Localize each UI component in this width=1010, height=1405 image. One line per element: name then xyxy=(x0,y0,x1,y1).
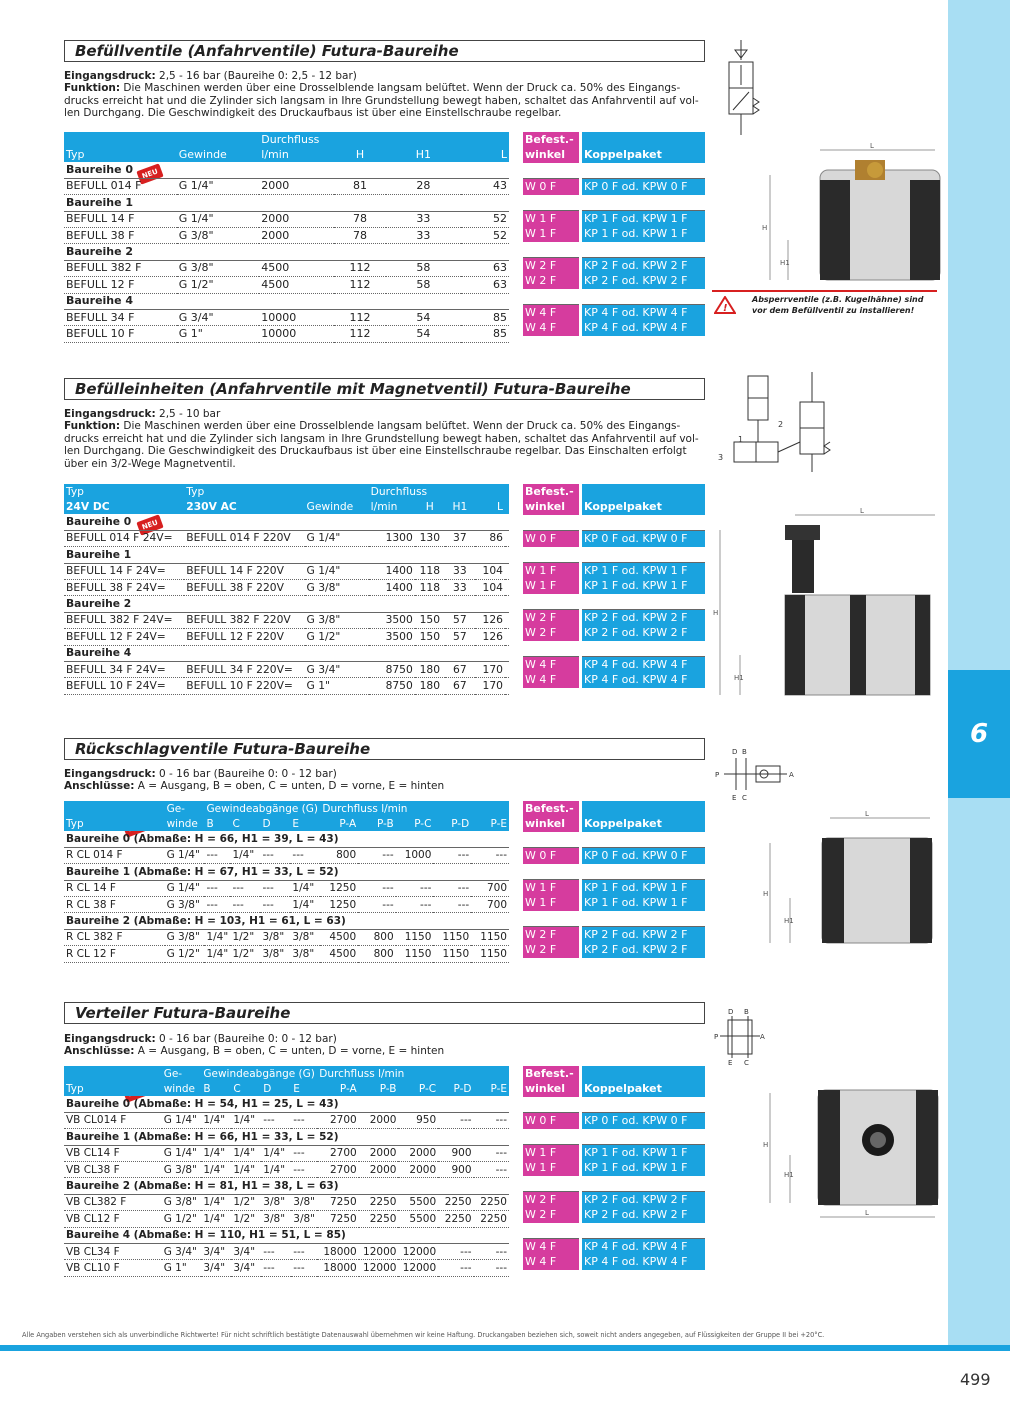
table-row: BEFULL 14 F 24V= BEFULL 14 F 220V G 1/4" 1400 118 33 104 xyxy=(64,563,509,579)
group-label: Baureihe 0 xyxy=(64,514,509,530)
table-row: VB CL382 F G 3/8" 1/4" 1/2" 3/8" 3/8" 7250 2250 5500 2250 2250 xyxy=(64,1194,509,1210)
table-row: BEFULL 34 F 24V= BEFULL 34 F 220V= G 3/4" 8750 180 67 170 xyxy=(64,661,509,677)
table-row: BEFULL 10 F G 1" 10000 112 54 85 xyxy=(64,326,509,342)
table-row: BEFULL 014 F 24V= BEFULL 014 F 220V G 1/4" 1300 130 37 86 xyxy=(64,530,509,546)
table-row: BEFULL 12 F 24V= BEFULL 12 F 220V G 1/2" 3500 150 57 126 xyxy=(64,629,509,645)
table-header: Typ Gewinde l/min H H1 L xyxy=(66,147,507,161)
footnote: Alle Angaben verstehen sich als unverbindliche Richtwerte! Für nicht schriftlich bestätigte Datenauswahl übernehmen wir keine Haftung. Druckangaben beziehen sich, soweit nicht anders angegeben, auf Flüssigkeiten der Gruppe II bei +20°C. xyxy=(22,1331,825,1339)
svg-text:D: D xyxy=(728,1008,734,1016)
group-label: Baureihe 0 xyxy=(64,162,509,178)
svg-text:A: A xyxy=(789,771,794,779)
section-title-befuellventile: Befüllventile (Anfahrventile) Futura-Baureihe xyxy=(64,40,705,62)
group-label: Baureihe 2 xyxy=(64,244,509,260)
valve-symbol-icon xyxy=(712,372,852,472)
svg-text:E: E xyxy=(728,1059,733,1067)
svg-text:B: B xyxy=(742,748,747,756)
page-number: 499 xyxy=(960,1370,991,1389)
svg-text:L: L xyxy=(865,1209,869,1217)
svg-text:A: A xyxy=(760,1033,765,1041)
table-row: VB CL12 F G 1/2" 1/4" 1/2" 3/8" 3/8" 7250 2250 5500 2250 2250 xyxy=(64,1211,509,1227)
table-row: BEFULL 38 F 24V= BEFULL 38 F 220V G 3/8" 1400 118 33 104 xyxy=(64,579,509,595)
product-photo-verteiler xyxy=(760,1085,945,1225)
product-photo-befuelleinheit xyxy=(710,505,945,700)
svg-text:!: ! xyxy=(723,303,728,314)
table-rueckschlagventile xyxy=(64,801,509,963)
table-row: BEFULL 014 F G 1/4" 2000 81 28 43 xyxy=(64,178,509,194)
svg-text:C: C xyxy=(744,1059,749,1067)
svg-text:D: D xyxy=(732,748,738,756)
table-row: R CL 014 F G 1/4" --- 1/4" --- --- 800 --- 1000 --- --- xyxy=(64,847,509,863)
table-row: BEFULL 34 F G 3/4" 10000 112 54 85 xyxy=(64,309,509,325)
table-header: Ge- Gewindeabgänge (G) Durchfluss l/min xyxy=(64,801,509,816)
valve-symbol-icon xyxy=(715,40,785,135)
table-verteiler xyxy=(64,1066,509,1277)
section-title-rueckschlagventile: Rückschlagventile Futura-Baureihe xyxy=(64,738,705,760)
table-befuelleinheiten xyxy=(64,484,509,695)
table-row: R CL 12 F G 1/2" 1/4" 1/2" 3/8" 3/8" 4500 800 1150 1150 1150 xyxy=(64,946,509,962)
table-row: BEFULL 10 F 24V= BEFULL 10 F 220V= G 1" 8750 180 67 170 xyxy=(64,678,509,694)
group-label: Baureihe 2 xyxy=(64,596,509,612)
table-row: BEFULL 12 F G 1/2" 4500 112 58 63 xyxy=(64,277,509,293)
svg-text:L: L xyxy=(860,507,864,515)
svg-text:H: H xyxy=(763,890,769,898)
svg-text:1: 1 xyxy=(738,435,744,444)
table-row: BEFULL 382 F G 3/8" 4500 112 58 63 xyxy=(64,260,509,276)
svg-text:H: H xyxy=(713,609,719,617)
group-label: Baureihe 2 (Abmaße: H = 81, H1 = 38, L = 63) xyxy=(64,1178,509,1194)
table-row: BEFULL 14 F G 1/4" 2000 78 33 52 xyxy=(64,211,509,227)
table-befuelleinheiten-accessories: Befest.- winkel Koppelpaket W 0 F KP 0 F od. KPW 0 F W 1 F KP 1 F od. KPW 1 F W 1 F KP 1 F od. KPW 1 F W 2 F KP 2 F od. KPW 2 F W 2 F KP 2 F od. KPW 2 F W 4 F KP 4 F od. KPW 4 F W 4 F KP 4 F od. KPW 4 F xyxy=(523,484,705,688)
bottom-bar xyxy=(0,1345,1010,1351)
new-badge: NEU xyxy=(136,514,163,535)
svg-text:H1: H1 xyxy=(784,1171,794,1179)
svg-text:2: 2 xyxy=(778,420,784,429)
svg-text:E: E xyxy=(732,794,737,802)
svg-text:H1: H1 xyxy=(734,674,744,682)
table-verteiler-accessories: Befest.- winkel Koppelpaket W 0 F KP 0 F od. KPW 0 F W 1 F KP 1 F od. KPW 1 F W 1 F KP 1 F od. KPW 1 F W 2 F KP 2 F od. KPW 2 F W 2 F KP 2 F od. KPW 2 F W 4 F KP 4 F od. KPW 4 F W 4 F KP 4 F od. KPW 4 F xyxy=(523,1066,705,1270)
group-label: Baureihe 1 xyxy=(64,547,509,563)
product-photo-befuellventil xyxy=(760,140,945,290)
table-row: R CL 382 F G 3/8" 1/4" 1/2" 3/8" 3/8" 4500 800 1150 1150 1150 xyxy=(64,929,509,945)
table-row: VB CL014 F G 1/4" 1/4" 1/4" --- --- 2700 2000 950 --- --- xyxy=(64,1112,509,1128)
table-row: VB CL38 F G 3/8" 1/4" 1/4" 1/4" --- 2700 2000 2000 900 --- xyxy=(64,1161,509,1177)
table-row: BEFULL 382 F 24V= BEFULL 382 F 220V G 3/8" 3500 150 57 126 xyxy=(64,612,509,628)
group-label: Baureihe 0 (Abmaße: H = 66, H1 = 39, L = 43) xyxy=(64,831,509,847)
table-befuellventile-accessories: Befest.- winkel Koppelpaket W 0 F KP 0 F od. KPW 0 F W 1 F KP 1 F od. KPW 1 F W 1 F KP 1 F od. KPW 1 F W 2 F KP 2 F od. KPW 2 F W 2 F KP 2 F od. KPW 2 F W 4 F KP 4 F od. KPW 4 F W 4 F KP 4 F od. KPW 4 F xyxy=(523,132,705,336)
table-rueckschlagventile-accessories: Befest.- winkel Koppelpaket W 0 F KP 0 F od. KPW 0 F W 1 F KP 1 F od. KPW 1 F W 1 F KP 1 F od. KPW 1 F W 2 F KP 2 F od. KPW 2 F W 2 F KP 2 F od. KPW 2 F xyxy=(523,801,705,958)
svg-text:C: C xyxy=(742,794,747,802)
group-label: Baureihe 1 xyxy=(64,195,509,211)
distributor-symbol-icon xyxy=(712,1004,772,1068)
table-row: R CL 14 F G 1/4" --- --- --- 1/4" 1250 --- --- --- 700 xyxy=(64,880,509,896)
group-label: Baureihe 1 (Abmaße: H = 66, H1 = 33, L = 52) xyxy=(64,1129,509,1145)
chapter-tab: 6 xyxy=(948,670,1010,798)
table-header: Typ winde B C D E P-A P-B P-C P-D P-E xyxy=(66,1082,507,1095)
check-valve-symbol-icon xyxy=(712,744,802,802)
table-header: Typ winde B C D E P-A P-B P-C P-D P-E xyxy=(66,817,507,830)
svg-text:3: 3 xyxy=(718,453,724,462)
group-label: Baureihe 2 (Abmaße: H = 103, H1 = 61, L = 63) xyxy=(64,913,509,929)
table-row: VB CL34 F G 3/4" 3/4" 3/4" --- --- 18000 12000 12000 --- --- xyxy=(64,1243,509,1259)
new-badge: NEU xyxy=(136,163,163,184)
section-title-verteiler: Verteiler Futura-Baureihe xyxy=(64,1002,705,1024)
svg-text:H1: H1 xyxy=(784,917,794,925)
warning-box: ! Absperrventile (z.B. Kugelhähne) sind vor dem Befüllventil zu installieren! xyxy=(712,290,937,326)
group-label: Baureihe 1 (Abmaße: H = 67, H1 = 33, L = 52) xyxy=(64,864,509,880)
section-intro: Eingangsdruck: 0 - 16 bar (Baureihe 0: 0 - 12 bar) Anschlüsse: A = Ausgang, B = oben, C = unten, D = vorne, E = hinten xyxy=(64,1033,445,1058)
svg-text:L: L xyxy=(870,142,874,150)
section-title-befuelleinheiten: Befülleinheiten (Anfahrventile mit Magnetventil) Futura-Baureihe xyxy=(64,378,705,400)
warning-icon xyxy=(714,296,736,314)
svg-text:P: P xyxy=(714,1033,719,1041)
svg-text:H: H xyxy=(763,1141,769,1149)
table-header: Ge- Gewindeabgänge (G) Durchfluss l/min xyxy=(64,1066,509,1081)
table-header: Durchfluss xyxy=(64,132,509,147)
svg-text:H1: H1 xyxy=(780,259,790,267)
table-row: BEFULL 38 F G 3/8" 2000 78 33 52 xyxy=(64,227,509,243)
svg-text:H: H xyxy=(762,224,768,232)
table-row: VB CL14 F G 1/4" 1/4" 1/4" 1/4" --- 2700 2000 2000 900 --- xyxy=(64,1145,509,1161)
table-row: VB CL10 F G 1" 3/4" 3/4" --- --- 18000 12000 12000 --- --- xyxy=(64,1260,509,1276)
section-intro: Eingangsdruck: 2,5 - 10 bar Funktion: Die Maschinen werden über eine Drosselblende langsam belüftet. Wenn der Druck ca. 50% des Eingangs- drucks erreicht hat und die Zylinder sich langsam in Ihre Grundstellung bewegt haben, schaltet das Anfahrventil auf vol- len Durchgang. Die Geschwindigkeit des Druckaufbaus ist über eine Einstellschraube regelbar. Das Einschalten erfolgt über ein 3/2-Wege Magnetventil. xyxy=(64,408,699,470)
table-header: 24V DC 230V AC Gewinde l/min H H1 L xyxy=(64,499,509,514)
product-photo-rueckschlagventil xyxy=(760,808,945,948)
group-label: Baureihe 4 xyxy=(64,645,509,661)
section-intro: Eingangsdruck: 0 - 16 bar (Baureihe 0: 0 - 12 bar) Anschlüsse: A = Ausgang, B = oben, C = unten, D = vorne, E = hinten xyxy=(64,768,445,793)
svg-text:L: L xyxy=(865,810,869,818)
section-intro: Eingangsdruck: 2,5 - 16 bar (Baureihe 0: 2,5 - 12 bar) Funktion: Die Maschinen werden über eine Drosselblende langsam belüftet. Wenn der Druck ca. 50% des Eingangs- drucks erreicht hat und die Zylinder sich langsam in Ihre Grundstellung bewegt haben, schaltet das Anfahrventil auf vol- len Durchgang. Die Geschwindigkeit des Druckaufbaus ist über eine Einstellschraube regelbar. xyxy=(64,70,699,120)
svg-text:P: P xyxy=(715,771,720,779)
svg-text:B: B xyxy=(744,1008,749,1016)
group-label: Baureihe 4 xyxy=(64,293,509,309)
group-label: Baureihe 0 (Abmaße: H = 54, H1 = 25, L = 43) xyxy=(64,1096,509,1112)
table-befuellventile xyxy=(64,132,509,343)
table-header: Typ Typ Durchfluss xyxy=(64,484,509,499)
group-label: Baureihe 4 (Abmaße: H = 110, H1 = 51, L = 85) xyxy=(64,1227,509,1243)
table-row: R CL 38 F G 3/8" --- --- --- 1/4" 1250 --- --- --- 700 xyxy=(64,896,509,912)
